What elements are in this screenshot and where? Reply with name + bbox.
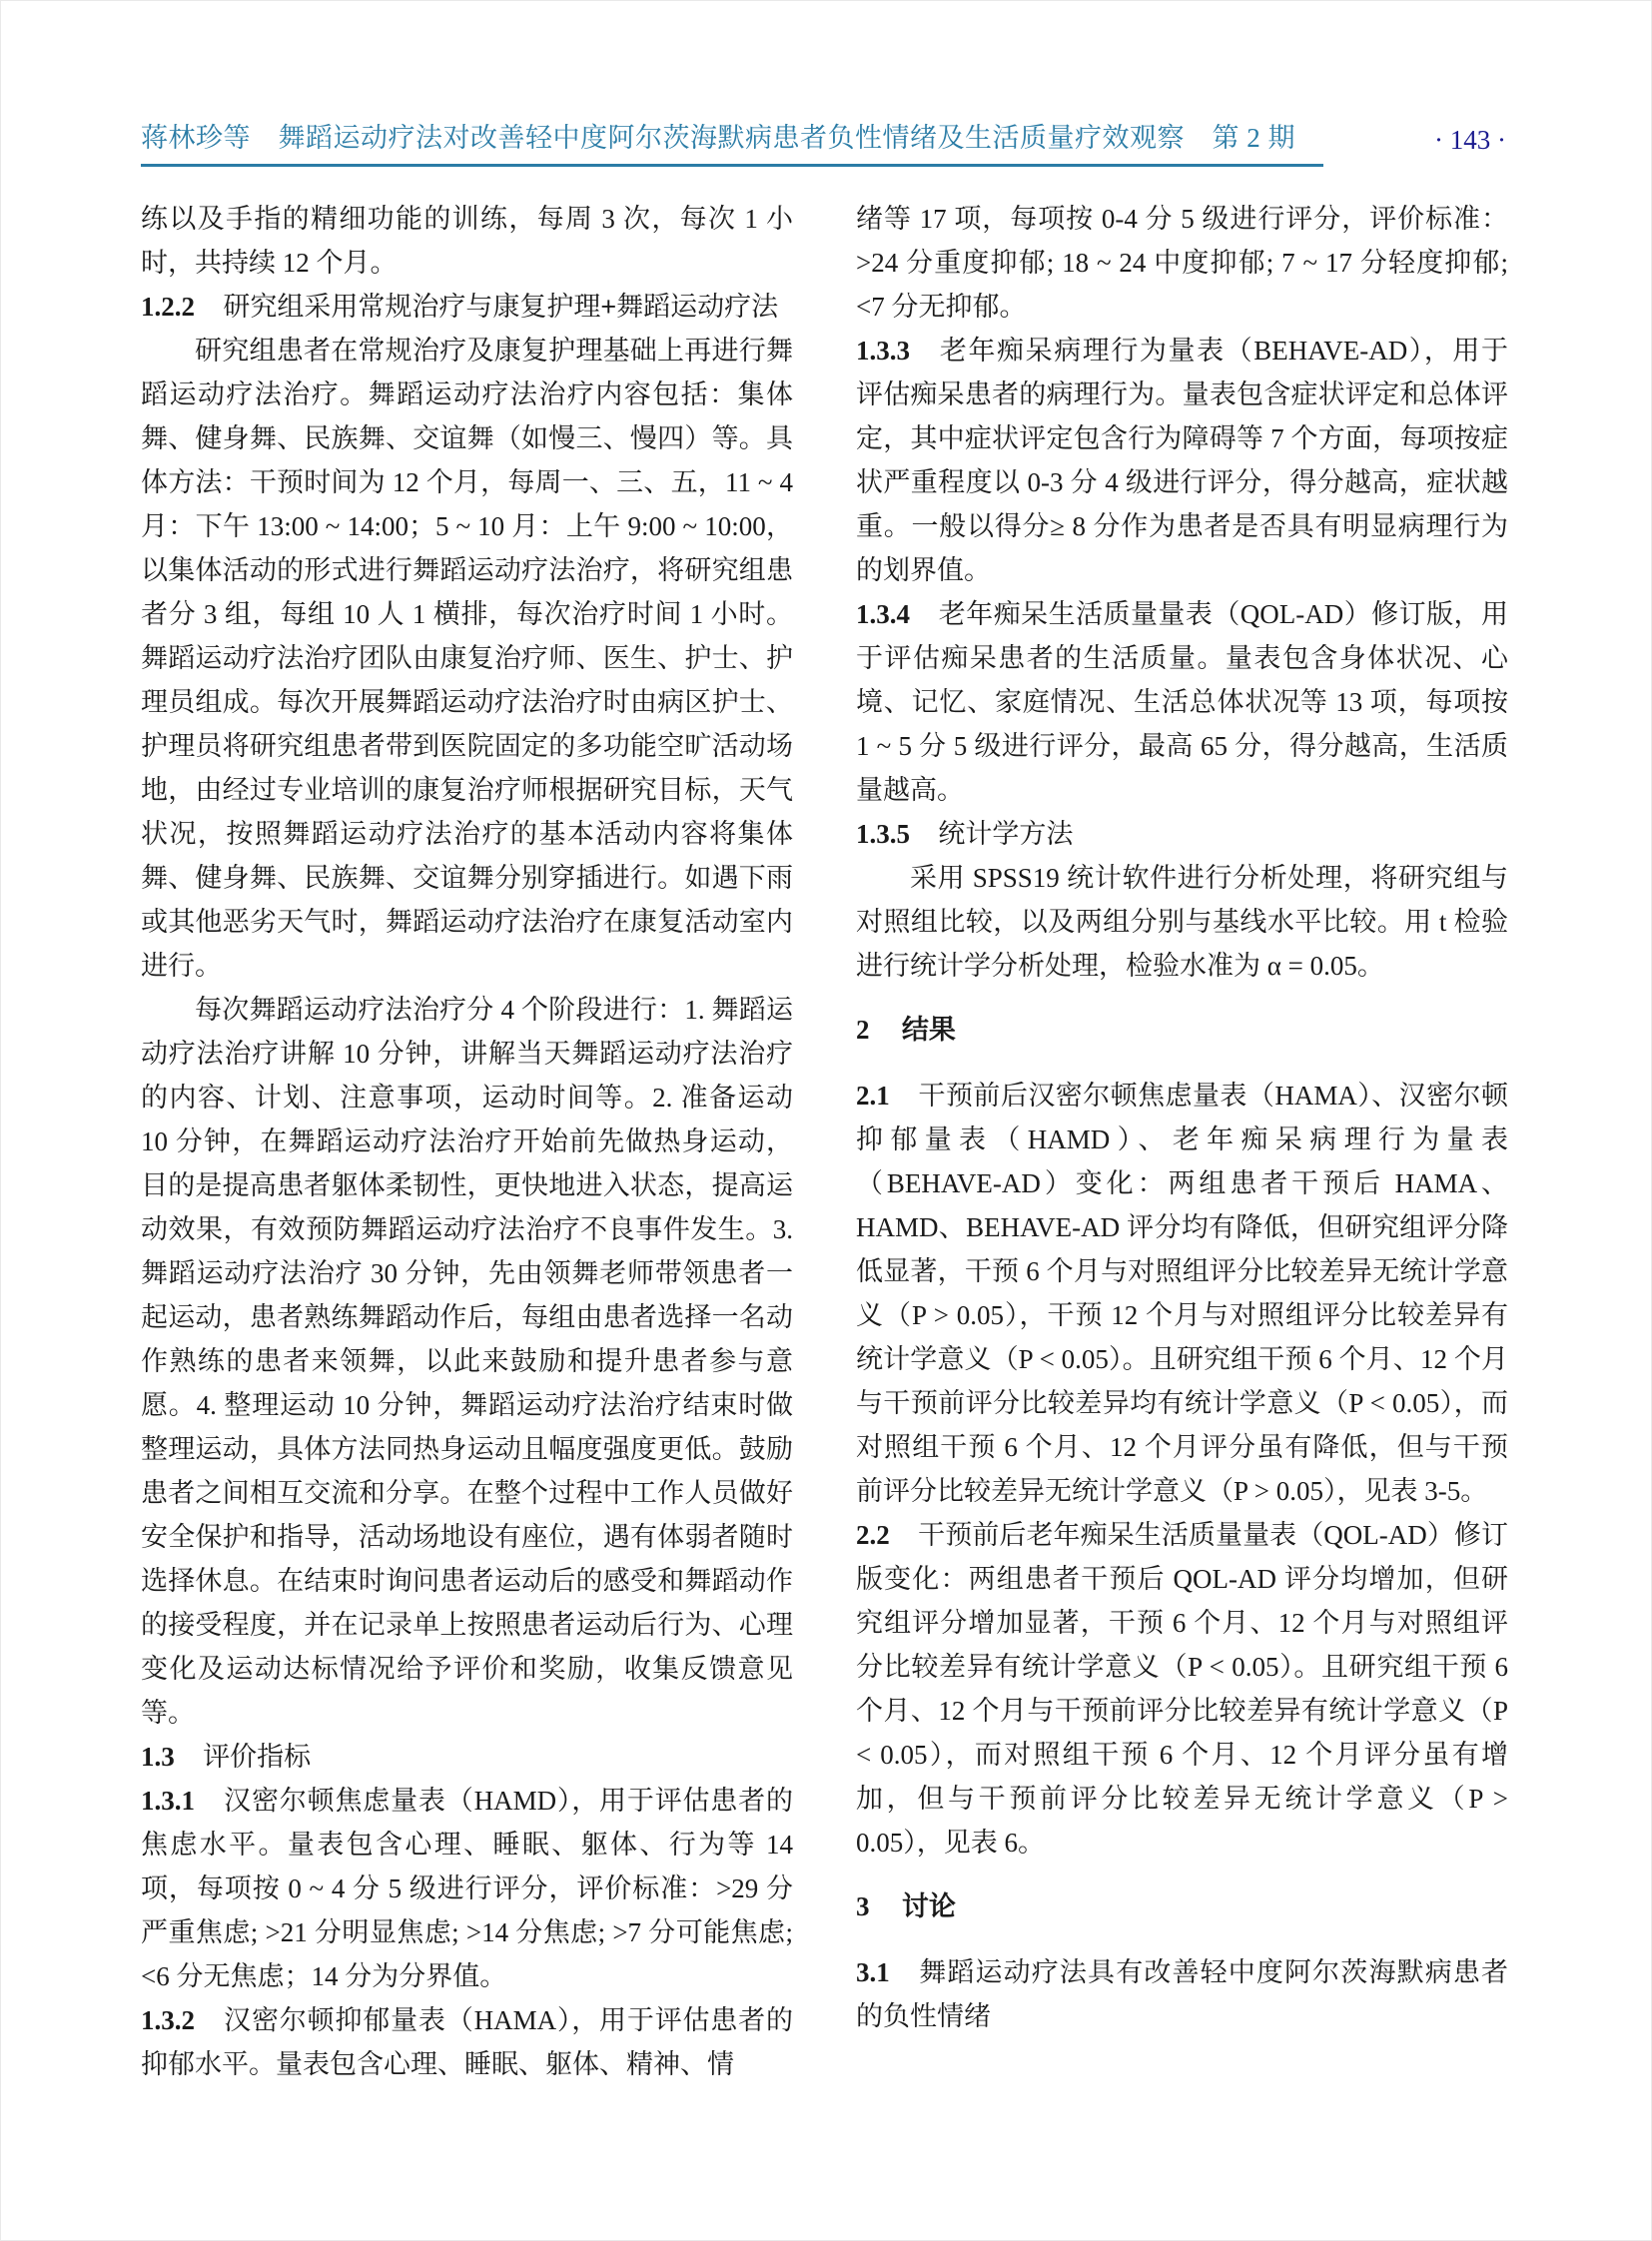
paragraph: 练以及手指的精细功能的训练，每周 3 次，每次 1 小时，共持续 12 个月。 bbox=[141, 204, 793, 278]
left-column bbox=[141, 197, 793, 2086]
section-number: 1.3.5 bbox=[856, 819, 910, 849]
section-number: 3.1 bbox=[856, 1957, 890, 1987]
section-number: 1.3.3 bbox=[856, 336, 910, 366]
section-number: 1.3.4 bbox=[856, 599, 910, 629]
paragraph: 研究组患者在常规治疗及康复护理基础上再进行舞蹈运动疗法治疗。舞蹈运动疗法治疗内容包括：集体舞、健身舞、民族舞、交谊舞（如慢三、慢四）等。具体方法：干预时间为 12 个月，每周一、三、五，11 ~ 4 月：下午 13:00 ~ 14:00；5 ~ 10 月：上午 9:00 ~ 10:00，以集体活动的形式进行舞蹈运动疗法治疗，将研究组患者分 3 组，每组 10 人 1 横排，每次治疗时间 1 小时。舞蹈运动疗法治疗团队由康复治疗师、医生、护士、护理员组成。每次开展舞蹈运动疗法治疗时由病区护士、护理员将研究组患者带到医院固定的多功能空旷活动场地，由经过专业培训的康复治疗师根据研究目标，天气状况，按照舞蹈运动疗法治疗的基本活动内容将集体舞、健身舞、民族舞、交谊舞分别穿插进行。如遇下雨或其他恶劣天气时，舞蹈运动疗法治疗在康复活动室内进行。 bbox=[141, 336, 793, 981]
article-body bbox=[141, 197, 1509, 2086]
right-column bbox=[856, 197, 1508, 2086]
paragraph: 3.1 舞蹈运动疗法具有改善轻中度阿尔茨海默病患者的负性情绪 bbox=[856, 1957, 1508, 2031]
section-number: 2.2 bbox=[856, 1520, 890, 1550]
section-number: 2 bbox=[856, 1015, 870, 1045]
paragraph: 1.3.4 老年痴呆生活质量量表（QOL-AD）修订版，用于评估痴呆患者的生活质量。量表包含身体状况、心境、记忆、家庭情况、生活总体状况等 13 项，每项按 1 ~ 5 分 5 级进行评分，最高 65 分，得分越高，生活质量越高。 bbox=[856, 599, 1508, 805]
section-number: 1.3.1 bbox=[141, 1786, 195, 1816]
paragraph: 2.2 干预前后老年痴呆生活质量量表（QOL-AD）修订版变化：两组患者干预后 QOL-AD 评分均增加，但研究组评分增加显著，干预 6 个月、12 个月与对照组评分比较差异有统计学意义（P < 0.05）。且研究组干预 6 个月、12 个月与干预前评分比较差异有统计学意义（P < 0.05），而对照组干预 6 个月、12 个月评分虽有增加，但与干预前评分比较差异无统计学意义（P > 0.05），见表 6。 bbox=[856, 1520, 1508, 1858]
paragraph: 1.3.1 汉密尔顿焦虑量表（HAMD），用于评估患者的焦虑水平。量表包含心理、睡眠、躯体、行为等 14 项，每项按 0 ~ 4 分 5 级进行评分，评价标准：>29 分严重焦虑; >21 分明显焦虑; >14 分焦虑; >7 分可能焦虑; <6 分无焦虑；14 分为分界值。 bbox=[141, 1786, 793, 1991]
paragraph: 绪等 17 项，每项按 0-4 分 5 级进行评分，评价标准：>24 分重度抑郁; 18 ~ 24 中度抑郁; 7 ~ 17 分轻度抑郁; <7 分无抑郁。 bbox=[856, 204, 1508, 322]
section-number: 2.1 bbox=[856, 1081, 890, 1111]
section-heading: 1.3.5 统计学方法 bbox=[856, 819, 1074, 849]
paragraph: 1.3.3 老年痴呆病理行为量表（BEHAVE-AD），用于评估痴呆患者的病理行为。量表包含症状评定和总体评定，其中症状评定包含行为障碍等 7 个方面，每项按症状严重程度以 0-3 分 4 级进行评分，得分越高，症状越重。一般以得分≥ 8 分作为患者是否具有明显病理行为的划界值。 bbox=[856, 336, 1508, 585]
paragraph: 采用 SPSS19 统计软件进行分析处理，将研究组与对照组比较，以及两组分别与基线水平比较。用 t 检验进行统计学分析处理，检验水准为 α = 0.05。 bbox=[856, 863, 1508, 981]
paragraph: 1.3.2 汉密尔顿抑郁量表（HAMA），用于评估患者的抑郁水平。量表包含心理、睡眠、躯体、精神、情 bbox=[141, 2005, 793, 2079]
section-heading: 1.2.2 研究组采用常规治疗与康复护理+舞蹈运动疗法 bbox=[141, 292, 779, 322]
section-number: 1.3 bbox=[141, 1742, 175, 1772]
paragraph: 2.1 干预前后汉密尔顿焦虑量表（HAMA）、汉密尔顿抑郁量表（HAMD）、老年痴呆病理行为量表（BEHAVE-AD）变化：两组患者干预后 HAMA、HAMD、BEHAVE-AD 评分均有降低，但研究组评分降低显著，干预 6 个月与对照组评分比较差异无统计学意义（P > 0.05），干预 12 个月与对照组评分比较差异有统计学意义（P < 0.05）。且研究组干预 6 个月、12 个月与干预前评分比较差异均有统计学意义（P < 0.05），而对照组干预 6 个月、12 个月评分虽有降低，但与干预前评分比较差异无统计学意义（P > 0.05），见表 3-5。 bbox=[856, 1081, 1508, 1506]
section-heading: 1.3 评价指标 bbox=[141, 1742, 312, 1772]
page-number: · 143 · bbox=[1434, 125, 1506, 155]
section-number: 3 bbox=[856, 1891, 870, 1921]
section-number: 1.3.2 bbox=[141, 2005, 195, 2035]
running-title: 蒋林珍等 舞蹈运动疗法对改善轻中度阿尔茨海默病患者负性情绪及生活质量疗效观察 第 2 期 bbox=[141, 121, 1323, 167]
paragraph: 每次舞蹈运动疗法治疗分 4 个阶段进行：1. 舞蹈运动疗法治疗讲解 10 分钟，讲解当天舞蹈运动疗法治疗的内容、计划、注意事项，运动时间等。2. 准备运动 10 分钟，在舞蹈运动疗法治疗开始前先做热身运动，目的是提高患者躯体柔韧性，更快地进入状态，提高运动效果，有效预防舞蹈运动疗法治疗不良事件发生。3. 舞蹈运动疗法治疗 30 分钟，先由领舞老师带领患者一起运动，患者熟练舞蹈动作后，每组由患者选择一名动作熟练的患者来领舞，以此来鼓励和提升患者参与意愿。4. 整理运动 10 分钟，舞蹈运动疗法治疗结束时做整理运动，具体方法同热身运动且幅度强度更低。鼓励患者之间相互交流和分享。在整个过程中工作人员做好安全保护和指导，活动场地设有座位，遇有体弱者随时选择休息。在结束时询问患者运动后的感受和舞蹈动作的接受程度，并在记录单上按照患者运动后行为、心理变化及运动达标情况给予评价和奖励，收集反馈意见等。 bbox=[141, 995, 793, 1728]
running-head bbox=[141, 121, 1506, 167]
section-heading: 3 讨论 bbox=[856, 1891, 956, 1921]
section-number: 1.2.2 bbox=[141, 292, 195, 322]
section-heading: 2 结果 bbox=[856, 1015, 956, 1045]
